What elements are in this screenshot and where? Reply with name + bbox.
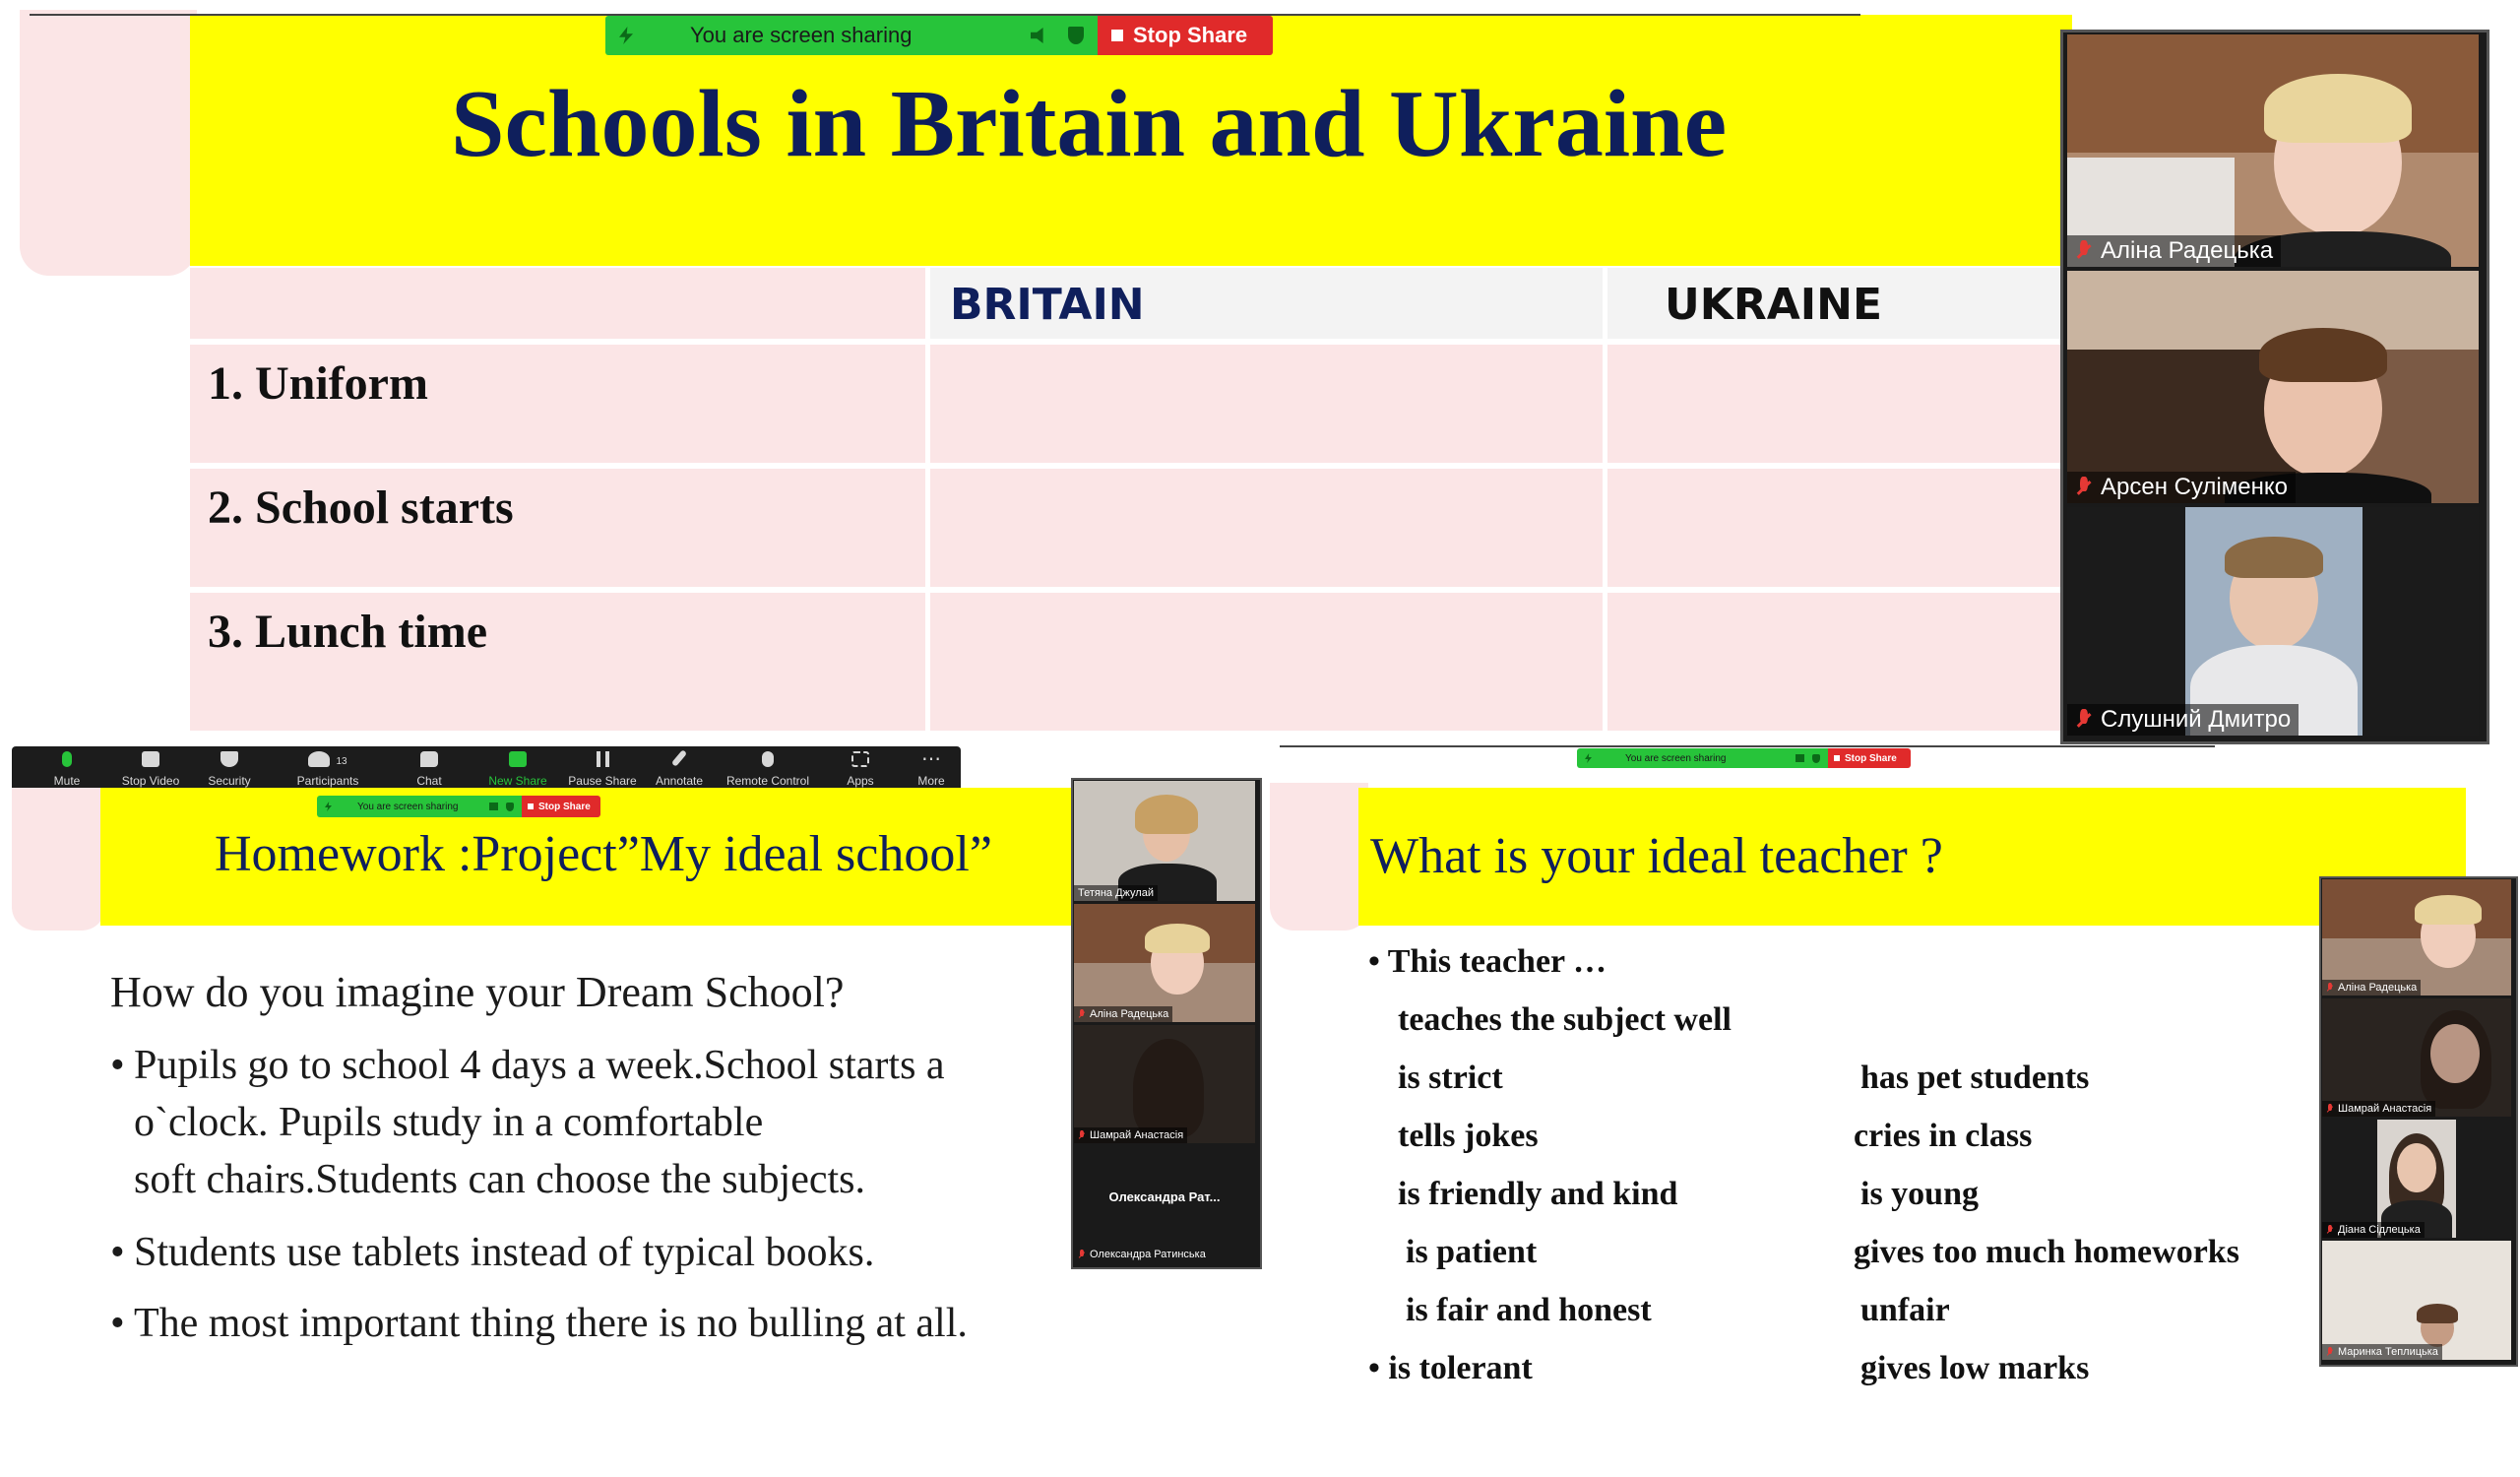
- stop-video-button[interactable]: Stop Video: [106, 746, 195, 796]
- mic-off-icon: [2326, 1347, 2334, 1357]
- participant-name: Аліна Радецька: [1074, 1006, 1172, 1022]
- lightning-icon: [325, 802, 332, 811]
- bullet-text: Students use tablets instead of typical books.: [134, 1230, 875, 1275]
- mic-off-icon: [2075, 477, 2093, 498]
- teacher-trait: is patient: [1406, 1234, 1538, 1270]
- sharing-text: You are screen sharing: [690, 23, 913, 47]
- stop-share-label: Stop Share: [1133, 23, 1248, 47]
- video-tile[interactable]: [1074, 1146, 1255, 1262]
- teacher-trait: is fair and honest: [1406, 1292, 1652, 1328]
- mouse-icon: [762, 751, 774, 767]
- bullet-text: The most important thing there is no bulling at all.: [134, 1301, 968, 1346]
- table-cell: [1607, 345, 2062, 463]
- participant-display-name: Олександра Рат...: [1108, 1189, 1221, 1204]
- table-row: [190, 469, 925, 587]
- participant-hair: [2264, 74, 2412, 143]
- homework-title: Homework :Project”My ideal school”: [215, 826, 992, 882]
- col-ukraine: UKRAINE: [1665, 280, 1883, 330]
- bullet: •: [110, 1301, 125, 1346]
- teacher-trait: • is tolerant: [1368, 1350, 1533, 1386]
- table-row: [190, 593, 925, 731]
- participant-name: Маринка Теплицька: [2322, 1344, 2442, 1360]
- security-button[interactable]: Security: [195, 746, 264, 796]
- new-share-button[interactable]: New Share: [478, 746, 557, 796]
- table-cell: [1607, 593, 2062, 731]
- stop-square-icon: [528, 803, 534, 809]
- speaker-icon[interactable]: [1796, 754, 1804, 762]
- video-tile[interactable]: [2322, 1120, 2511, 1238]
- page-title: Schools in Britain and Ukraine: [451, 71, 1728, 177]
- bullet-text: o`clock. Pupils study in a comfortable: [134, 1100, 764, 1145]
- chat-icon: [420, 751, 438, 767]
- teacher-title: What is your ideal teacher ?: [1370, 828, 1943, 884]
- mic-off-icon: [1078, 1130, 1086, 1140]
- sharing-indicator: You are screen sharing: [317, 796, 522, 817]
- teacher-slide-accent: [1270, 783, 1368, 931]
- pause-icon: [597, 751, 609, 767]
- row-label-uniform: 1. Uniform: [208, 357, 428, 410]
- video-tile[interactable]: [2322, 879, 2511, 995]
- teacher-intro: • This teacher …: [1368, 943, 1607, 980]
- teacher-trait: is young: [1860, 1176, 1979, 1212]
- teacher-trait: teaches the subject well: [1398, 1001, 1732, 1038]
- table-cell: [930, 593, 1603, 731]
- table-header-ukraine: [1607, 268, 2062, 339]
- teacher-slide-top-rule: [1280, 745, 2215, 747]
- chat-button[interactable]: Chat: [400, 746, 459, 796]
- teacher-trait: has pet students: [1860, 1060, 2090, 1096]
- ellipsis-icon: ⋯: [921, 748, 941, 770]
- participant-hair: [2225, 537, 2323, 578]
- bullet: •: [110, 1043, 125, 1088]
- bullet-text: Pupils go to school 4 days a week.School starts a: [134, 1043, 945, 1088]
- lightning-icon: [619, 27, 633, 44]
- mic-off-icon: [2075, 709, 2093, 731]
- mic-off-icon: [2326, 1225, 2334, 1235]
- participant-hair: [2259, 328, 2387, 382]
- row-label-lunch-time: 3. Lunch time: [208, 606, 488, 658]
- participant-name: Аліна Радецька: [2322, 980, 2421, 995]
- participant-name: Тетяна Джулай: [1074, 885, 1158, 901]
- teacher-trait: cries in class: [1854, 1118, 2033, 1154]
- microphone-icon: [62, 751, 72, 767]
- participant-name: Діана Сідлецька: [2322, 1222, 2425, 1238]
- stop-share-button[interactable]: [1098, 16, 1273, 55]
- video-tile[interactable]: [2067, 34, 2479, 267]
- mic-off-icon: [2075, 240, 2093, 262]
- teacher-trait: gives too much homeworks: [1854, 1234, 2239, 1270]
- video-tile[interactable]: [2322, 998, 2511, 1117]
- table-header-blank: [190, 268, 925, 339]
- participant-hair: [2417, 1304, 2458, 1323]
- stop-square-icon: [1111, 30, 1123, 41]
- table-cell: [1607, 469, 2062, 587]
- apps-icon: [851, 751, 869, 767]
- stop-square-icon: [1834, 755, 1840, 761]
- video-tile[interactable]: [2067, 271, 2479, 503]
- teacher-trait: is strict: [1398, 1060, 1503, 1096]
- participant-name: Олександра Ратинська: [1074, 1247, 1210, 1262]
- table-cell: [930, 469, 1603, 587]
- annotate-button[interactable]: Annotate: [644, 746, 715, 796]
- shield-icon[interactable]: [506, 803, 514, 811]
- pause-share-button[interactable]: Pause Share: [561, 746, 644, 796]
- video-tile[interactable]: [1074, 781, 1255, 901]
- speaker-icon[interactable]: [489, 803, 498, 810]
- share-arrow-icon: [509, 751, 527, 767]
- participants-count: 13: [336, 756, 347, 767]
- background-wall: [2322, 1241, 2511, 1360]
- row-label-school-starts: 2. School starts: [208, 482, 514, 534]
- mic-off-icon: [1078, 1250, 1086, 1259]
- screen-share-bar: [317, 796, 600, 817]
- remote-control-button[interactable]: Remote Control: [719, 746, 817, 796]
- table-row: [190, 345, 925, 463]
- shield-icon[interactable]: [1812, 754, 1820, 763]
- camera-icon: [142, 751, 159, 767]
- table-cell: [930, 345, 1603, 463]
- homework-slide-accent: [12, 788, 105, 931]
- screen-share-bar: [605, 16, 1273, 55]
- speaker-icon[interactable]: [1031, 28, 1048, 43]
- shield-icon: [220, 751, 238, 767]
- participants-button[interactable]: 13 Participants: [284, 746, 372, 796]
- bullet: •: [110, 1230, 125, 1275]
- mute-button[interactable]: Mute: [32, 746, 102, 796]
- teacher-trait: tells jokes: [1398, 1118, 1539, 1154]
- stop-share-button[interactable]: Stop Share: [1828, 748, 1911, 768]
- stop-share-button[interactable]: Stop Share: [522, 796, 600, 817]
- screen-share-bar: [1577, 748, 1911, 768]
- participant-face: [2430, 1024, 2480, 1083]
- bullet-text: soft chairs.Students can choose the subjects.: [134, 1157, 865, 1202]
- pencil-icon: [671, 749, 687, 767]
- mic-off-icon: [1078, 1009, 1086, 1019]
- participant-hair: [1133, 1039, 1204, 1137]
- sharing-indicator: [605, 16, 1098, 55]
- participants-icon: [308, 751, 330, 767]
- video-tile[interactable]: [1074, 1025, 1255, 1143]
- participant-name: Аліна Радецька: [2067, 235, 2281, 267]
- participant-hair: [1135, 795, 1198, 834]
- dream-school-question: How do you imagine your Dream School?: [110, 968, 845, 1016]
- apps-button[interactable]: Apps: [831, 746, 890, 796]
- participant-name: Шамрай Анастасія: [1074, 1127, 1187, 1143]
- video-tile[interactable]: [2322, 1241, 2511, 1360]
- col-britain: BRITAIN: [950, 280, 1145, 330]
- teacher-trait: gives low marks: [1860, 1350, 2090, 1386]
- sharing-indicator: You are screen sharing: [1577, 748, 1828, 768]
- teacher-trait: unfair: [1860, 1292, 1950, 1328]
- lightning-icon: [1585, 753, 1592, 763]
- participant-hair: [2415, 895, 2482, 925]
- participant-name: Арсен Суліменко: [2067, 472, 2296, 503]
- mic-off-icon: [2326, 983, 2334, 993]
- video-tile[interactable]: [1074, 904, 1255, 1022]
- teacher-trait: is friendly and kind: [1398, 1176, 1678, 1212]
- participant-face: [2397, 1143, 2436, 1192]
- slide-accent: [20, 10, 197, 276]
- participant-name: Слушний Дмитро: [2067, 704, 2299, 736]
- more-button[interactable]: ⋯ More: [917, 748, 945, 788]
- shield-icon[interactable]: [1068, 27, 1084, 44]
- table-header-britain: [930, 268, 1603, 339]
- mic-off-icon: [2326, 1104, 2334, 1114]
- participant-hair: [1145, 924, 1210, 953]
- participant-name: Шамрай Анастасія: [2322, 1101, 2435, 1117]
- video-tile[interactable]: [2067, 507, 2479, 736]
